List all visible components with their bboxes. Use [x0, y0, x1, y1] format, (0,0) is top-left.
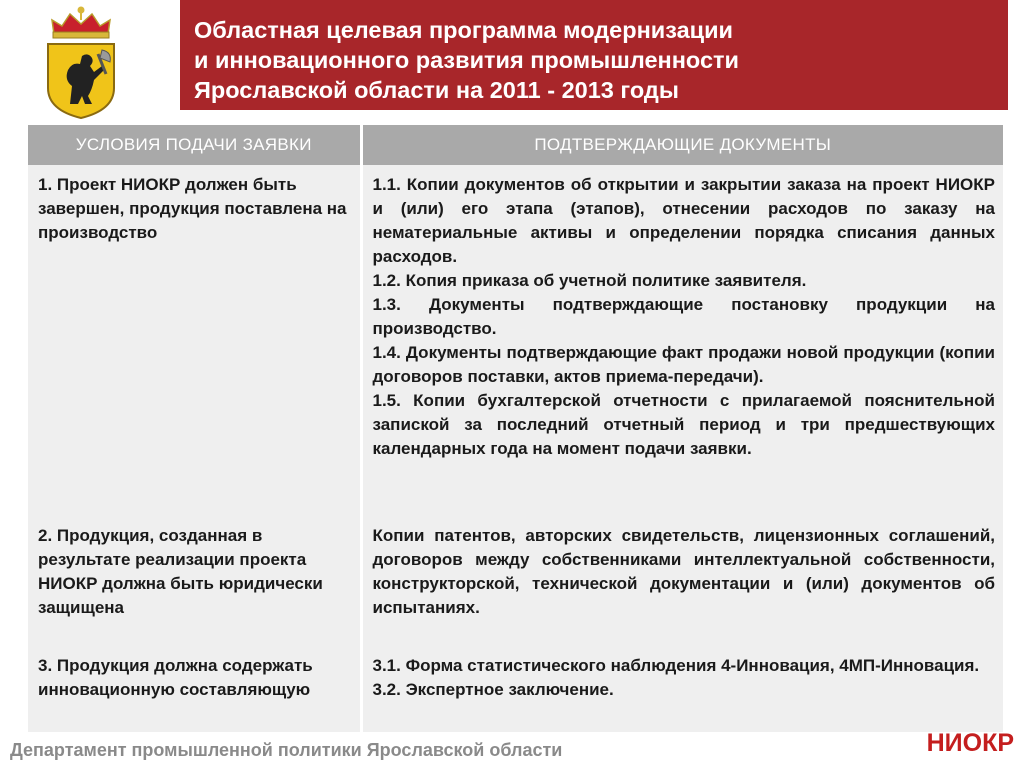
document-item: 1.1. Копии документов об открытии и закрытии заказа на проект НИОКР и (или) его этапа (этапов), отнесении расходов по заказу на нематериальные активы и определении порядка списания данных расходов.: [372, 175, 995, 266]
page-title: [194, 15, 994, 105]
yaroslavl-coat-of-arms-icon: [42, 4, 120, 120]
niokr-badge: НИОКР: [926, 729, 1014, 757]
title-line-2: и инновационного развития промышленности: [194, 47, 739, 73]
table-row: [28, 516, 1003, 646]
title-line-1: Областная целевая программа модернизации: [194, 17, 733, 43]
document-item: 1.5. Копии бухгалтерской отчетности с прилагаемой пояснительной запиской за последний отчетный период и три предшествующих календарных года на момент подачи заявки.: [372, 391, 995, 458]
document-item: 3.1. Форма статистического наблюдения 4-Инновация, 4МП-Инновация.: [372, 656, 980, 675]
table-row: [28, 646, 1003, 732]
column-header-documents: ПОДТВЕРЖДАЮЩИЕ ДОКУМЕНТЫ: [361, 125, 1003, 165]
document-item: 1.2. Копия приказа об учетной политике заявителя.: [372, 271, 807, 290]
condition-cell: 1. Проект НИОКР должен быть завершен, продукция поставлена на производство: [28, 165, 361, 516]
condition-cell: 3. Продукция должна содержать инновационную составляющую: [28, 646, 361, 732]
table-row: [28, 165, 1003, 516]
document-item: Копии патентов, авторских свидетельств, лицензионных соглашений, договоров между собственниками интеллектуальной собственности, конструкторской, технической документации и (или) документов об испытаниях.: [372, 526, 995, 617]
documents-cell: [361, 165, 1003, 516]
department-footer: Департамент промышленной политики Ярославской области: [10, 740, 563, 760]
document-item: 1.4. Документы подтверждающие факт продажи новой продукции (копии договоров поставки, актов приема-передачи).: [372, 343, 995, 386]
requirements-table: [28, 125, 1003, 732]
header-banner: [180, 0, 1008, 110]
title-line-3: Ярославской области на 2011 - 2013 годы: [194, 77, 679, 103]
column-header-conditions: УСЛОВИЯ ПОДАЧИ ЗАЯВКИ: [28, 125, 361, 165]
condition-cell: 2. Продукция, созданная в результате реализации проекта НИОКР должна быть юридически защищена: [28, 516, 361, 646]
table-header-row: [28, 125, 1003, 165]
documents-cell: [361, 646, 1003, 732]
document-item: 3.2. Экспертное заключение.: [372, 680, 614, 699]
documents-cell: [361, 516, 1003, 646]
document-item: 1.3. Документы подтверждающие постановку продукции на производство.: [372, 295, 995, 338]
